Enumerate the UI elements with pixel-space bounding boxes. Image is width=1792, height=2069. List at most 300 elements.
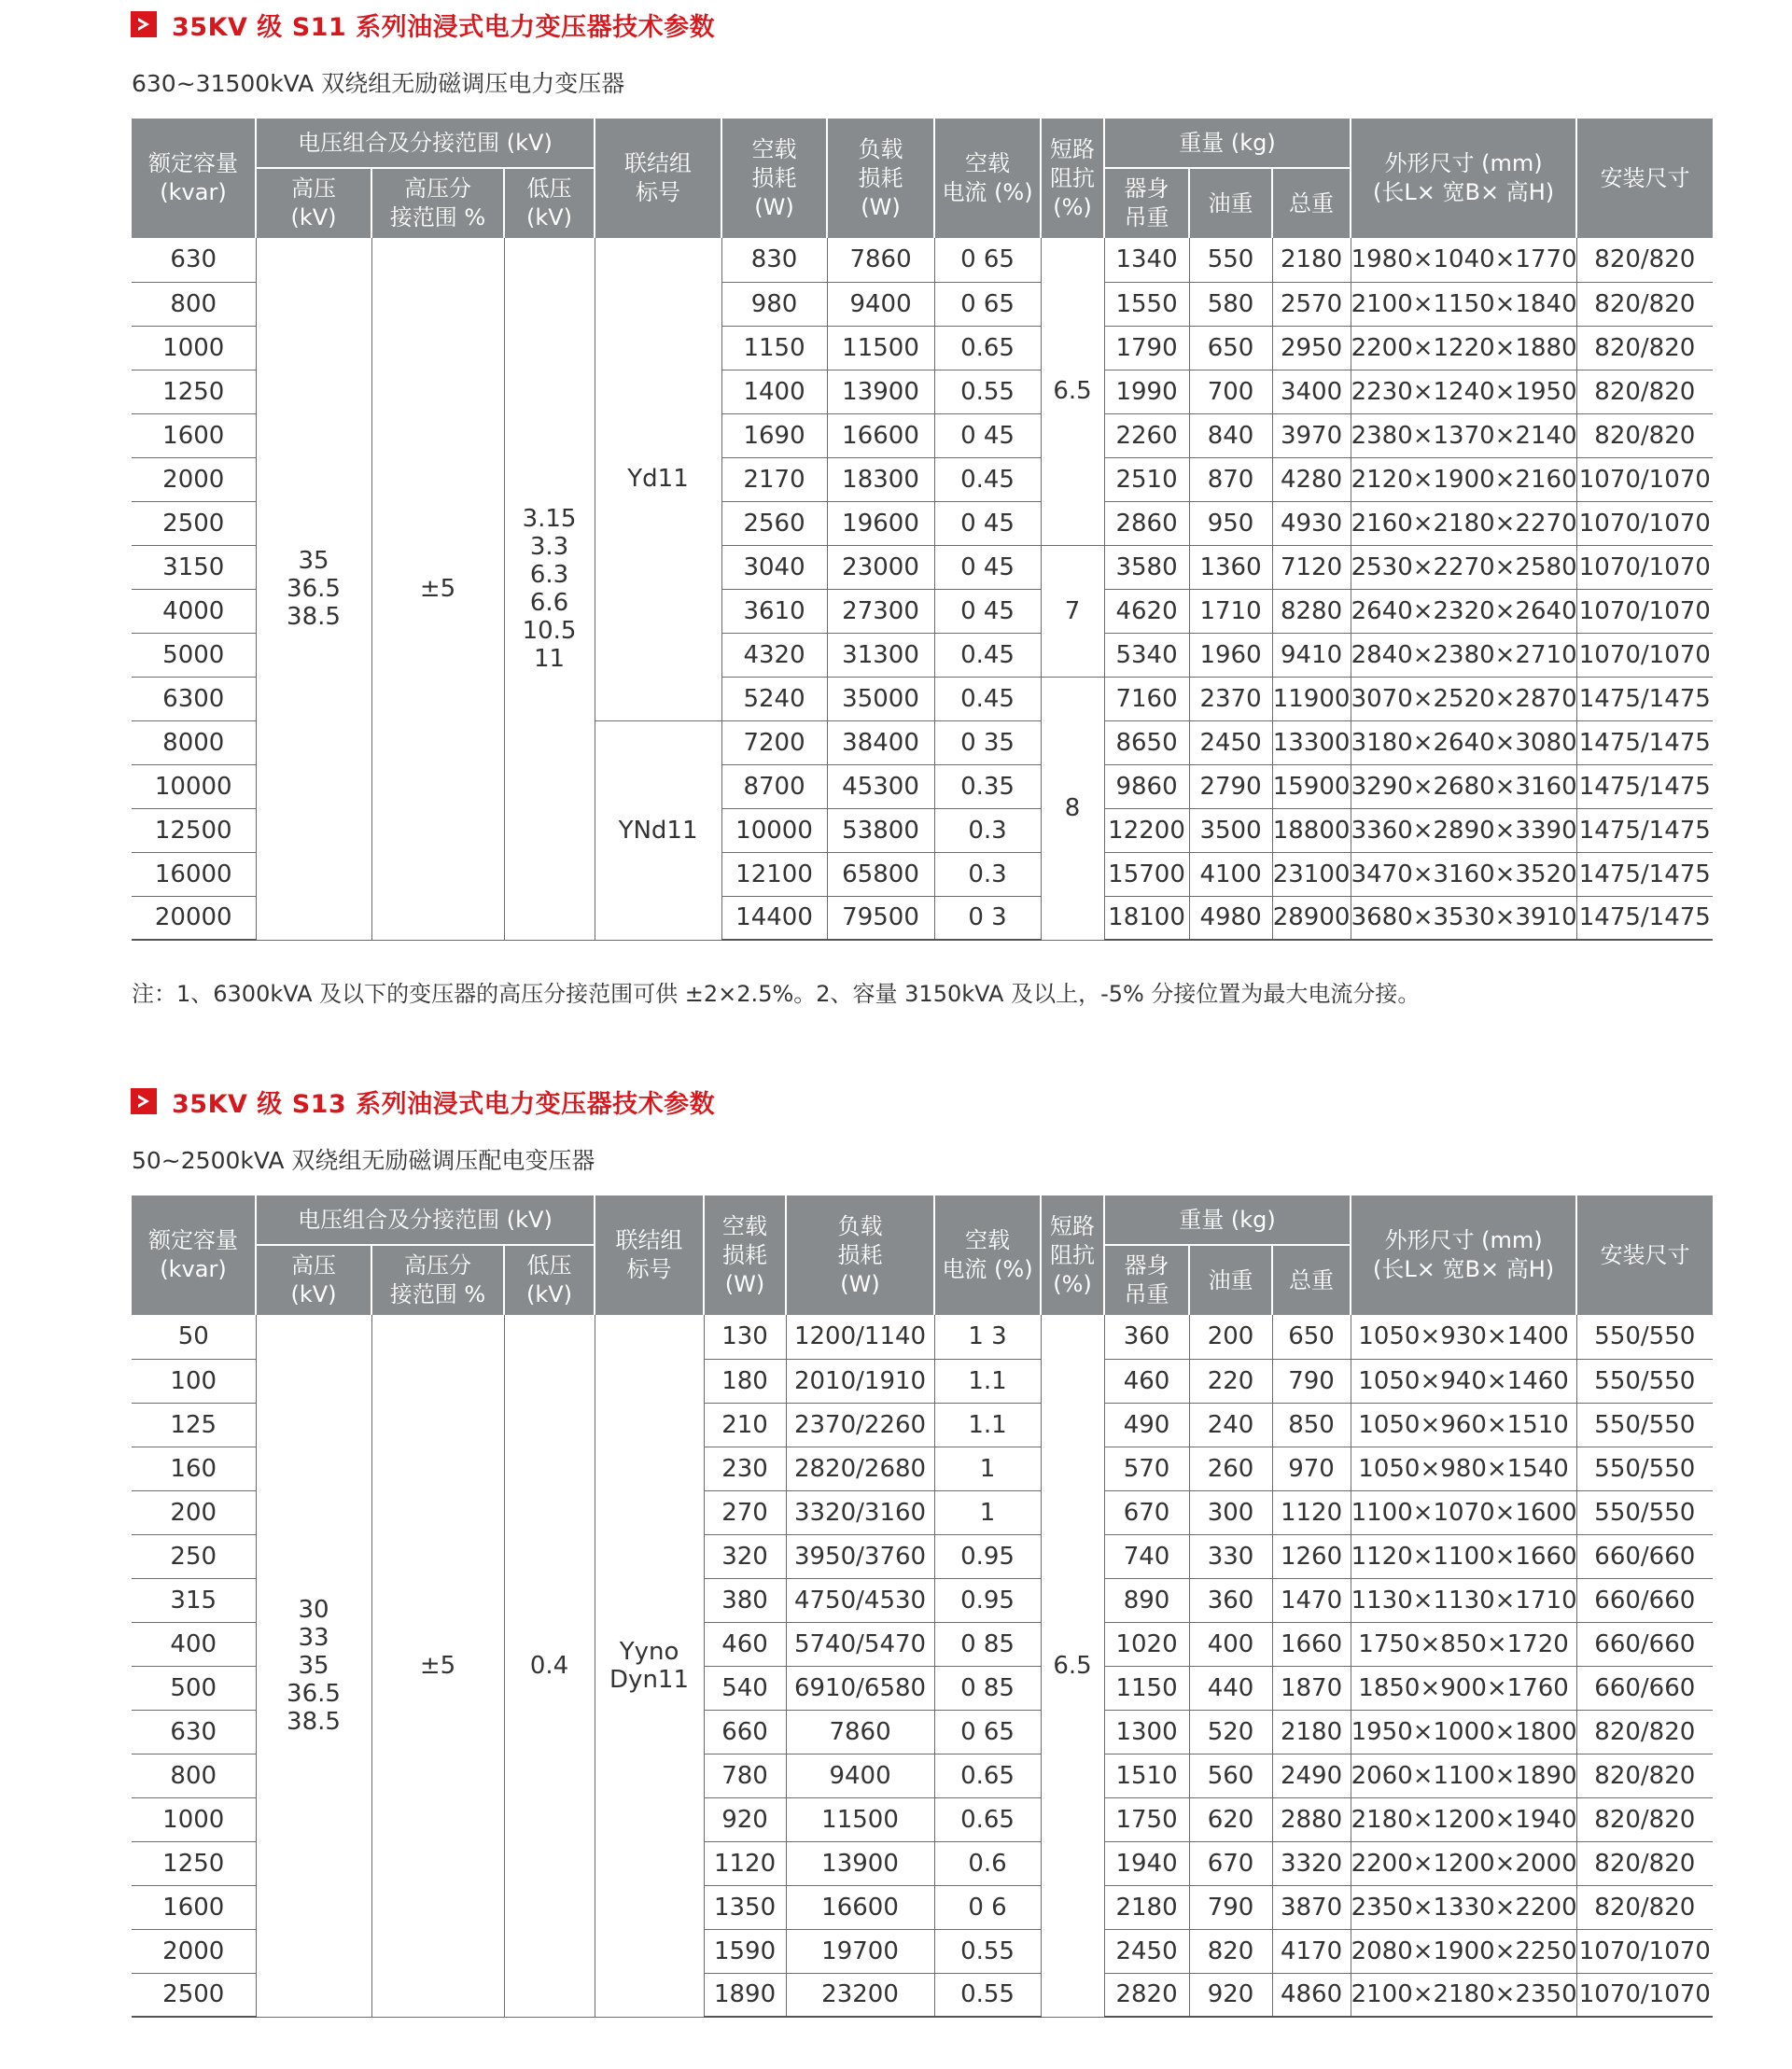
cell-body-weight: 1790	[1104, 326, 1189, 370]
cell-total-weight: 1260	[1272, 1534, 1351, 1578]
cell-hv-merged: 35 36.5 38.5	[256, 238, 371, 940]
cell-body-weight: 9860	[1104, 764, 1189, 808]
cell-total-weight: 4930	[1272, 501, 1351, 545]
cell-body-weight: 5340	[1104, 633, 1189, 677]
cell-capacity: 16000	[132, 852, 256, 896]
cell-load-loss: 18300	[827, 457, 934, 501]
cell-total-weight: 8280	[1272, 589, 1351, 633]
cell-lv-merged: 3.15 3.3 6.3 6.6 10.5 11	[504, 238, 595, 940]
cell-noload-loss: 210	[704, 1403, 786, 1447]
cell-oil-weight: 440	[1189, 1666, 1272, 1710]
cell-noload-current: 1	[934, 1447, 1041, 1490]
cell-body-weight: 460	[1104, 1359, 1189, 1403]
cell-total-weight: 4860	[1272, 1973, 1351, 2017]
cell-body-weight: 18100	[1104, 896, 1189, 940]
cell-body-weight: 1020	[1104, 1622, 1189, 1666]
header-oil-weight: 油重	[1189, 1245, 1272, 1315]
cell-load-loss: 16600	[827, 413, 934, 457]
cell-total-weight: 2880	[1272, 1797, 1351, 1841]
cell-noload-loss: 180	[704, 1359, 786, 1403]
cell-total-weight: 4170	[1272, 1929, 1351, 1973]
header-dimensions: 外形尺寸 (mm) (长L× 宽B× 高H)	[1351, 119, 1576, 238]
cell-install: 550/550	[1576, 1315, 1713, 1359]
cell-load-loss: 19600	[827, 501, 934, 545]
header-oil-weight: 油重	[1189, 168, 1272, 238]
cell-install: 1070/1070	[1576, 457, 1713, 501]
cell-install: 1070/1070	[1576, 545, 1713, 589]
cell-noload-current: 0.3	[934, 808, 1041, 852]
cell-body-weight: 3580	[1104, 545, 1189, 589]
cell-noload-current: 1	[934, 1490, 1041, 1534]
cell-noload-loss: 5240	[721, 677, 827, 720]
cell-install: 820/820	[1576, 326, 1713, 370]
cell-oil-weight: 4980	[1189, 896, 1272, 940]
cell-noload-current: 0.65	[934, 1754, 1041, 1797]
cell-oil-weight: 360	[1189, 1578, 1272, 1622]
header-connection: 联结组 标号	[595, 119, 721, 238]
cell-load-loss: 3320/3160	[786, 1490, 934, 1534]
cell-load-loss: 5740/5470	[786, 1622, 934, 1666]
cell-oil-weight: 840	[1189, 413, 1272, 457]
cell-noload-loss: 780	[704, 1754, 786, 1797]
cell-load-loss: 7860	[786, 1710, 934, 1754]
cell-total-weight: 850	[1272, 1403, 1351, 1447]
header-lv: 低压 (kV)	[504, 1245, 595, 1315]
cell-total-weight: 18800	[1272, 808, 1351, 852]
cell-load-loss: 31300	[827, 633, 934, 677]
cell-dimensions: 1750×850×1720	[1351, 1622, 1576, 1666]
cell-noload-current: 0.55	[934, 370, 1041, 413]
cell-body-weight: 8650	[1104, 720, 1189, 764]
cell-body-weight: 7160	[1104, 677, 1189, 720]
cell-noload-current: 0 35	[934, 720, 1041, 764]
cell-load-loss: 53800	[827, 808, 934, 852]
cell-noload-loss: 1150	[721, 326, 827, 370]
cell-install: 1475/1475	[1576, 720, 1713, 764]
cell-dimensions: 2080×1900×2250	[1351, 1929, 1576, 1973]
cell-dimensions: 1050×930×1400	[1351, 1315, 1576, 1359]
cell-noload-loss: 1350	[704, 1885, 786, 1929]
cell-oil-weight: 200	[1189, 1315, 1272, 1359]
cell-load-loss: 6910/6580	[786, 1666, 934, 1710]
cell-capacity: 20000	[132, 896, 256, 940]
cell-capacity: 100	[132, 1359, 256, 1403]
cell-body-weight: 2510	[1104, 457, 1189, 501]
cell-body-weight: 2860	[1104, 501, 1189, 545]
cell-install: 660/660	[1576, 1534, 1713, 1578]
cell-capacity: 800	[132, 1754, 256, 1797]
cell-capacity: 5000	[132, 633, 256, 677]
header-load-loss: 负载 损耗 (W)	[827, 119, 934, 238]
cell-noload-current: 1 3	[934, 1315, 1041, 1359]
cell-oil-weight: 400	[1189, 1622, 1272, 1666]
cell-oil-weight: 240	[1189, 1403, 1272, 1447]
header-load-loss: 负载 损耗 (W)	[786, 1195, 934, 1315]
cell-total-weight: 650	[1272, 1315, 1351, 1359]
cell-dimensions: 2200×1200×2000	[1351, 1841, 1576, 1885]
cell-dimensions: 2060×1100×1890	[1351, 1754, 1576, 1797]
cell-total-weight: 970	[1272, 1447, 1351, 1490]
cell-body-weight: 2180	[1104, 1885, 1189, 1929]
cell-body-weight: 360	[1104, 1315, 1189, 1359]
cell-noload-loss: 1890	[704, 1973, 786, 2017]
cell-impedance-merged: 8	[1041, 677, 1104, 940]
cell-load-loss: 2370/2260	[786, 1403, 934, 1447]
cell-load-loss: 27300	[827, 589, 934, 633]
header-weight: 重量 (kg)	[1104, 1195, 1351, 1245]
cell-dimensions: 2100×2180×2350	[1351, 1973, 1576, 2017]
cell-capacity: 500	[132, 1666, 256, 1710]
cell-total-weight: 3970	[1272, 413, 1351, 457]
cell-noload-loss: 3040	[721, 545, 827, 589]
cell-impedance-merged: 6.5	[1041, 238, 1104, 545]
cell-connection-merged: Yyno Dyn11	[595, 1315, 704, 2017]
cell-noload-current: 0.6	[934, 1841, 1041, 1885]
table-note: 注：1、6300kVA 及以下的变压器的高压分接范围可供 ±2×2.5%。2、容量 3150kVA 及以上，-5% 分接位置为最大电流分接。	[132, 981, 1421, 1007]
cell-body-weight: 570	[1104, 1447, 1189, 1490]
cell-install: 1475/1475	[1576, 852, 1713, 896]
cell-body-weight: 12200	[1104, 808, 1189, 852]
cell-install: 660/660	[1576, 1622, 1713, 1666]
cell-hv-tap-merged: ±5	[371, 1315, 504, 2017]
cell-dimensions: 3680×3530×3910	[1351, 896, 1576, 940]
cell-body-weight: 1550	[1104, 282, 1189, 326]
header-dimensions: 外形尺寸 (mm) (长L× 宽B× 高H)	[1351, 1195, 1576, 1315]
header-install: 安装尺寸	[1576, 1195, 1713, 1315]
cell-dimensions: 2100×1150×1840	[1351, 282, 1576, 326]
cell-dimensions: 1850×900×1760	[1351, 1666, 1576, 1710]
cell-noload-loss: 1690	[721, 413, 827, 457]
cell-total-weight: 790	[1272, 1359, 1351, 1403]
cell-noload-current: 1.1	[934, 1403, 1041, 1447]
cell-total-weight: 15900	[1272, 764, 1351, 808]
cell-oil-weight: 2790	[1189, 764, 1272, 808]
cell-dimensions: 2380×1370×2140	[1351, 413, 1576, 457]
cell-capacity: 2000	[132, 457, 256, 501]
cell-noload-current: 0 65	[934, 238, 1041, 282]
cell-body-weight: 670	[1104, 1490, 1189, 1534]
cell-capacity: 160	[132, 1447, 256, 1490]
cell-install: 820/820	[1576, 1797, 1713, 1841]
header-impedance: 短路 阻抗 (%)	[1041, 1195, 1104, 1315]
section-title-text: 35KV 级 S11 系列油浸式电力变压器技术参数	[172, 12, 716, 42]
cell-dimensions: 2840×2380×2710	[1351, 633, 1576, 677]
header-voltage-group: 电压组合及分接范围 (kV)	[256, 119, 595, 168]
cell-capacity: 400	[132, 1622, 256, 1666]
cell-install: 820/820	[1576, 282, 1713, 326]
cell-total-weight: 2490	[1272, 1754, 1351, 1797]
section-subtitle: 630~31500kVA 双绕组无励磁调压电力变压器	[132, 70, 625, 97]
cell-impedance-merged: 7	[1041, 545, 1104, 677]
cell-total-weight: 2180	[1272, 1710, 1351, 1754]
cell-load-loss: 11500	[786, 1797, 934, 1841]
cell-noload-loss: 4320	[721, 633, 827, 677]
cell-install: 820/820	[1576, 370, 1713, 413]
cell-install: 1475/1475	[1576, 808, 1713, 852]
cell-load-loss: 9400	[786, 1754, 934, 1797]
cell-body-weight: 15700	[1104, 852, 1189, 896]
cell-body-weight: 4620	[1104, 589, 1189, 633]
cell-total-weight: 2570	[1272, 282, 1351, 326]
cell-dimensions: 1050×960×1510	[1351, 1403, 1576, 1447]
cell-body-weight: 1750	[1104, 1797, 1189, 1841]
cell-connection-merged: YNd11	[595, 720, 721, 940]
cell-noload-current: 0.95	[934, 1534, 1041, 1578]
cell-load-loss: 13900	[827, 370, 934, 413]
cell-load-loss: 19700	[786, 1929, 934, 1973]
cell-oil-weight: 870	[1189, 457, 1272, 501]
cell-load-loss: 45300	[827, 764, 934, 808]
cell-total-weight: 23100	[1272, 852, 1351, 896]
cell-install: 820/820	[1576, 413, 1713, 457]
cell-capacity: 1600	[132, 413, 256, 457]
cell-dimensions: 1950×1000×1800	[1351, 1710, 1576, 1754]
cell-dimensions: 1050×980×1540	[1351, 1447, 1576, 1490]
cell-noload-current: 0.45	[934, 457, 1041, 501]
cell-noload-current: 0 65	[934, 1710, 1041, 1754]
cell-capacity: 4000	[132, 589, 256, 633]
cell-dimensions: 1120×1100×1660	[1351, 1534, 1576, 1578]
cell-capacity: 200	[132, 1490, 256, 1534]
header-total-weight: 总重	[1272, 168, 1351, 238]
cell-body-weight: 490	[1104, 1403, 1189, 1447]
cell-install: 1475/1475	[1576, 677, 1713, 720]
cell-oil-weight: 2370	[1189, 677, 1272, 720]
cell-install: 820/820	[1576, 238, 1713, 282]
cell-body-weight: 1990	[1104, 370, 1189, 413]
cell-load-loss: 1200/1140	[786, 1315, 934, 1359]
cell-install: 1070/1070	[1576, 589, 1713, 633]
cell-oil-weight: 580	[1189, 282, 1272, 326]
cell-lv-merged: 0.4	[504, 1315, 595, 2017]
cell-load-loss: 38400	[827, 720, 934, 764]
cell-install: 1475/1475	[1576, 764, 1713, 808]
cell-install: 1070/1070	[1576, 1929, 1713, 1973]
cell-dimensions: 2200×1220×1880	[1351, 326, 1576, 370]
cell-noload-current: 0 45	[934, 413, 1041, 457]
cell-noload-loss: 2170	[721, 457, 827, 501]
cell-dimensions: 3180×2640×3080	[1351, 720, 1576, 764]
cell-total-weight: 13300	[1272, 720, 1351, 764]
header-body-weight: 器身 吊重	[1104, 168, 1189, 238]
cell-dimensions: 3070×2520×2870	[1351, 677, 1576, 720]
cell-oil-weight: 4100	[1189, 852, 1272, 896]
cell-install: 820/820	[1576, 1710, 1713, 1754]
cell-body-weight: 1510	[1104, 1754, 1189, 1797]
cell-noload-current: 0.55	[934, 1973, 1041, 2017]
cell-oil-weight: 670	[1189, 1841, 1272, 1885]
cell-impedance-merged: 6.5	[1041, 1315, 1104, 2017]
cell-noload-loss: 1400	[721, 370, 827, 413]
header-hv: 高压 (kV)	[256, 168, 371, 238]
cell-oil-weight: 3500	[1189, 808, 1272, 852]
cell-capacity: 1600	[132, 1885, 256, 1929]
cell-dimensions: 2180×1200×1940	[1351, 1797, 1576, 1841]
cell-noload-current: 0 65	[934, 282, 1041, 326]
cell-body-weight: 2260	[1104, 413, 1189, 457]
cell-total-weight: 7120	[1272, 545, 1351, 589]
cell-noload-loss: 320	[704, 1534, 786, 1578]
cell-load-loss: 65800	[827, 852, 934, 896]
cell-capacity: 8000	[132, 720, 256, 764]
cell-total-weight: 4280	[1272, 457, 1351, 501]
cell-dimensions: 1050×940×1460	[1351, 1359, 1576, 1403]
cell-oil-weight: 650	[1189, 326, 1272, 370]
table-row	[132, 1315, 1713, 1359]
cell-total-weight: 2180	[1272, 238, 1351, 282]
cell-total-weight: 1470	[1272, 1578, 1351, 1622]
cell-capacity: 125	[132, 1403, 256, 1447]
section-title-text: 35KV 级 S13 系列油浸式电力变压器技术参数	[172, 1089, 716, 1119]
cell-load-loss: 3950/3760	[786, 1534, 934, 1578]
header-hv-tap: 高压分 接范围 %	[371, 168, 504, 238]
cell-hv-merged: 30 33 35 36.5 38.5	[256, 1315, 371, 2017]
cell-noload-current: 0.3	[934, 852, 1041, 896]
header-body-weight: 器身 吊重	[1104, 1245, 1189, 1315]
cell-capacity: 630	[132, 1710, 256, 1754]
cell-noload-loss: 130	[704, 1315, 786, 1359]
cell-capacity: 12500	[132, 808, 256, 852]
cell-dimensions: 3470×3160×3520	[1351, 852, 1576, 896]
cell-noload-loss: 270	[704, 1490, 786, 1534]
cell-noload-loss: 1590	[704, 1929, 786, 1973]
cell-dimensions: 3360×2890×3390	[1351, 808, 1576, 852]
section-subtitle: 50~2500kVA 双绕组无励磁调压配电变压器	[132, 1147, 595, 1174]
cell-capacity: 10000	[132, 764, 256, 808]
cell-body-weight: 2450	[1104, 1929, 1189, 1973]
cell-noload-loss: 830	[721, 238, 827, 282]
cell-install: 550/550	[1576, 1403, 1713, 1447]
cell-capacity: 50	[132, 1315, 256, 1359]
cell-noload-loss: 7200	[721, 720, 827, 764]
cell-noload-loss: 980	[721, 282, 827, 326]
cell-body-weight: 890	[1104, 1578, 1189, 1622]
cell-total-weight: 1120	[1272, 1490, 1351, 1534]
cell-oil-weight: 220	[1189, 1359, 1272, 1403]
cell-body-weight: 1300	[1104, 1710, 1189, 1754]
cell-oil-weight: 520	[1189, 1710, 1272, 1754]
chevron-right-icon	[131, 1088, 157, 1114]
cell-total-weight: 9410	[1272, 633, 1351, 677]
header-noload-loss: 空载 损耗 (W)	[704, 1195, 786, 1315]
header-noload-loss: 空载 损耗 (W)	[721, 119, 827, 238]
cell-install: 1070/1070	[1576, 633, 1713, 677]
cell-capacity: 1250	[132, 1841, 256, 1885]
cell-load-loss: 11500	[827, 326, 934, 370]
cell-noload-current: 0.65	[934, 326, 1041, 370]
cell-noload-loss: 540	[704, 1666, 786, 1710]
cell-noload-current: 0 45	[934, 501, 1041, 545]
cell-noload-current: 0.35	[934, 764, 1041, 808]
cell-oil-weight: 550	[1189, 238, 1272, 282]
cell-noload-loss: 8700	[721, 764, 827, 808]
header-impedance: 短路 阻抗 (%)	[1041, 119, 1104, 238]
cell-install: 660/660	[1576, 1578, 1713, 1622]
cell-oil-weight: 2450	[1189, 720, 1272, 764]
header-voltage-group: 电压组合及分接范围 (kV)	[256, 1195, 595, 1245]
cell-noload-loss: 12100	[721, 852, 827, 896]
cell-capacity: 315	[132, 1578, 256, 1622]
cell-dimensions: 1100×1070×1600	[1351, 1490, 1576, 1534]
cell-oil-weight: 820	[1189, 1929, 1272, 1973]
cell-capacity: 2500	[132, 1973, 256, 2017]
cell-noload-current: 0 85	[934, 1622, 1041, 1666]
header-hv: 高压 (kV)	[256, 1245, 371, 1315]
cell-connection-merged: Yd11	[595, 238, 721, 720]
cell-noload-current: 0 6	[934, 1885, 1041, 1929]
cell-noload-current: 0.45	[934, 633, 1041, 677]
cell-noload-current: 0.55	[934, 1929, 1041, 1973]
cell-noload-current: 0 3	[934, 896, 1041, 940]
cell-noload-loss: 10000	[721, 808, 827, 852]
cell-capacity: 1250	[132, 370, 256, 413]
cell-capacity: 3150	[132, 545, 256, 589]
cell-noload-current: 0.65	[934, 1797, 1041, 1841]
cell-capacity: 1000	[132, 1797, 256, 1841]
cell-install: 550/550	[1576, 1490, 1713, 1534]
cell-install: 1070/1070	[1576, 501, 1713, 545]
cell-body-weight: 2820	[1104, 1973, 1189, 2017]
section-title-s13	[131, 1083, 715, 1120]
cell-dimensions: 1130×1130×1710	[1351, 1578, 1576, 1622]
cell-oil-weight: 260	[1189, 1447, 1272, 1490]
cell-install: 550/550	[1576, 1359, 1713, 1403]
cell-capacity: 1000	[132, 326, 256, 370]
cell-oil-weight: 700	[1189, 370, 1272, 413]
cell-oil-weight: 330	[1189, 1534, 1272, 1578]
cell-capacity: 630	[132, 238, 256, 282]
cell-noload-current: 1.1	[934, 1359, 1041, 1403]
cell-oil-weight: 1710	[1189, 589, 1272, 633]
cell-noload-current: 0.45	[934, 677, 1041, 720]
cell-load-loss: 23200	[786, 1973, 934, 2017]
cell-noload-loss: 2560	[721, 501, 827, 545]
cell-noload-current: 0 45	[934, 545, 1041, 589]
cell-body-weight: 1340	[1104, 238, 1189, 282]
cell-dimensions: 1980×1040×1770	[1351, 238, 1576, 282]
section-title-s11	[131, 6, 715, 43]
header-lv: 低压 (kV)	[504, 168, 595, 238]
cell-body-weight: 740	[1104, 1534, 1189, 1578]
cell-noload-loss: 230	[704, 1447, 786, 1490]
cell-install: 820/820	[1576, 1754, 1713, 1797]
header-hv-tap: 高压分 接范围 %	[371, 1245, 504, 1315]
header-noload-current: 空载 电流 (%)	[934, 119, 1041, 238]
cell-noload-current: 0 45	[934, 589, 1041, 633]
header-install: 安装尺寸	[1576, 119, 1713, 238]
cell-load-loss: 35000	[827, 677, 934, 720]
cell-oil-weight: 620	[1189, 1797, 1272, 1841]
cell-body-weight: 1150	[1104, 1666, 1189, 1710]
cell-dimensions: 2350×1330×2200	[1351, 1885, 1576, 1929]
cell-noload-current: 0 85	[934, 1666, 1041, 1710]
chevron-right-icon	[131, 11, 157, 37]
cell-total-weight: 2950	[1272, 326, 1351, 370]
cell-noload-loss: 460	[704, 1622, 786, 1666]
cell-oil-weight: 1960	[1189, 633, 1272, 677]
spec-table-s11	[132, 119, 1713, 941]
spec-table-s13	[132, 1195, 1713, 2018]
cell-load-loss: 9400	[827, 282, 934, 326]
cell-body-weight: 1940	[1104, 1841, 1189, 1885]
cell-load-loss: 13900	[786, 1841, 934, 1885]
cell-noload-loss: 14400	[721, 896, 827, 940]
cell-load-loss: 16600	[786, 1885, 934, 1929]
cell-noload-loss: 660	[704, 1710, 786, 1754]
cell-oil-weight: 790	[1189, 1885, 1272, 1929]
cell-total-weight: 1870	[1272, 1666, 1351, 1710]
cell-oil-weight: 950	[1189, 501, 1272, 545]
